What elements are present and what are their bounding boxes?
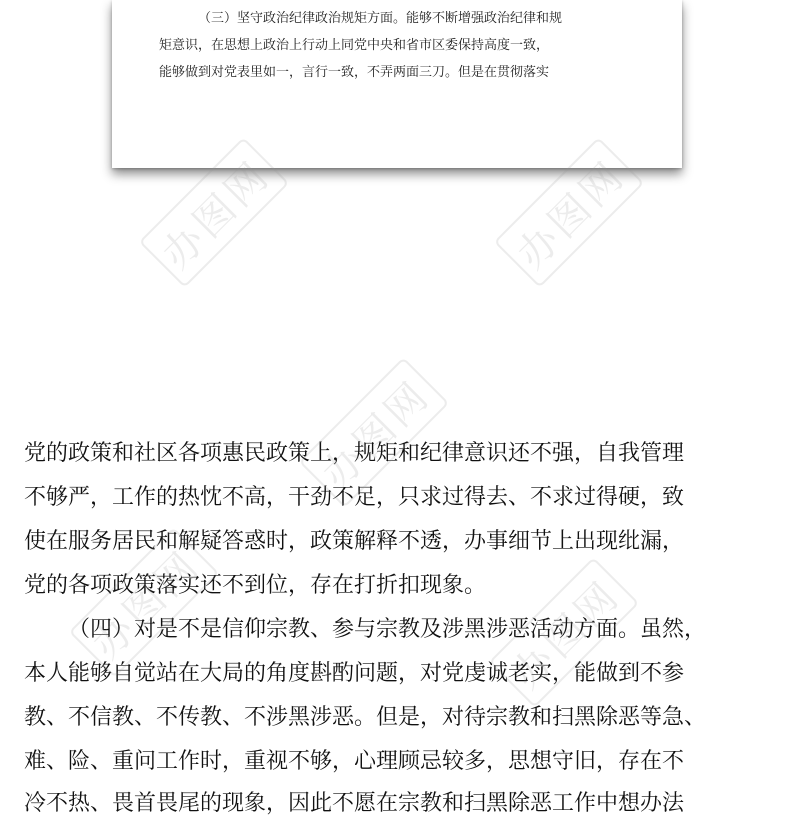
card-line-3: 能够做到对党表里如一，言行一致，不弄两面三刀。但是在贯彻落实 bbox=[159, 65, 550, 80]
card-line-2: 矩意识，在思想上政治上行动上同党中央和省市区委保持高度一致， bbox=[159, 38, 550, 53]
body-line-3: 使在服务居民和解疑答惑时，政策解释不透，办事细节上出现纰漏， bbox=[24, 529, 685, 554]
watermark-logo-4: 办图网 bbox=[489, 557, 640, 708]
body-line-5: （四）对是不是信仰宗教、参与宗教及涉黑涉恶活动方面。虽然， bbox=[68, 617, 707, 642]
document-page-preview bbox=[112, 0, 682, 168]
watermark-logo-2: 办图网 bbox=[494, 137, 645, 288]
body-line-8: 难、险、重问工作时，重视不够，心理顾忌较多，思想守旧，存在不 bbox=[24, 749, 685, 774]
watermark-logo-5: 办图网 bbox=[69, 527, 220, 678]
card-line-1: （三）坚守政治纪律政治规矩方面。能够不断增强政治纪律和规 bbox=[198, 11, 563, 26]
watermark-logo-3: 办图网 bbox=[299, 357, 450, 508]
body-line-6: 本人能够自觉站在大局的角度斟酌问题，对党虔诚老实，能做到不参 bbox=[24, 661, 685, 686]
body-line-1: 党的政策和社区各项惠民政策上，规矩和纪律意识还不强，自我管理 bbox=[24, 441, 685, 466]
body-line-9: 冷不热、畏首畏尾的现象，因此不愿在宗教和扫黑除恶工作中想办法 bbox=[24, 791, 685, 816]
body-line-2: 不够严，工作的热忱不高，干劲不足，只求过得去、不求过得硬，致 bbox=[24, 485, 685, 510]
body-line-4: 党的各项政策落实还不到位，存在打折扣现象。 bbox=[24, 573, 487, 598]
watermark-logo-1: 办图网 bbox=[139, 137, 290, 288]
body-line-7: 教、不信教、不传教、不涉黑涉恶。但是，对待宗教和扫黑除恶等急、 bbox=[24, 705, 707, 730]
